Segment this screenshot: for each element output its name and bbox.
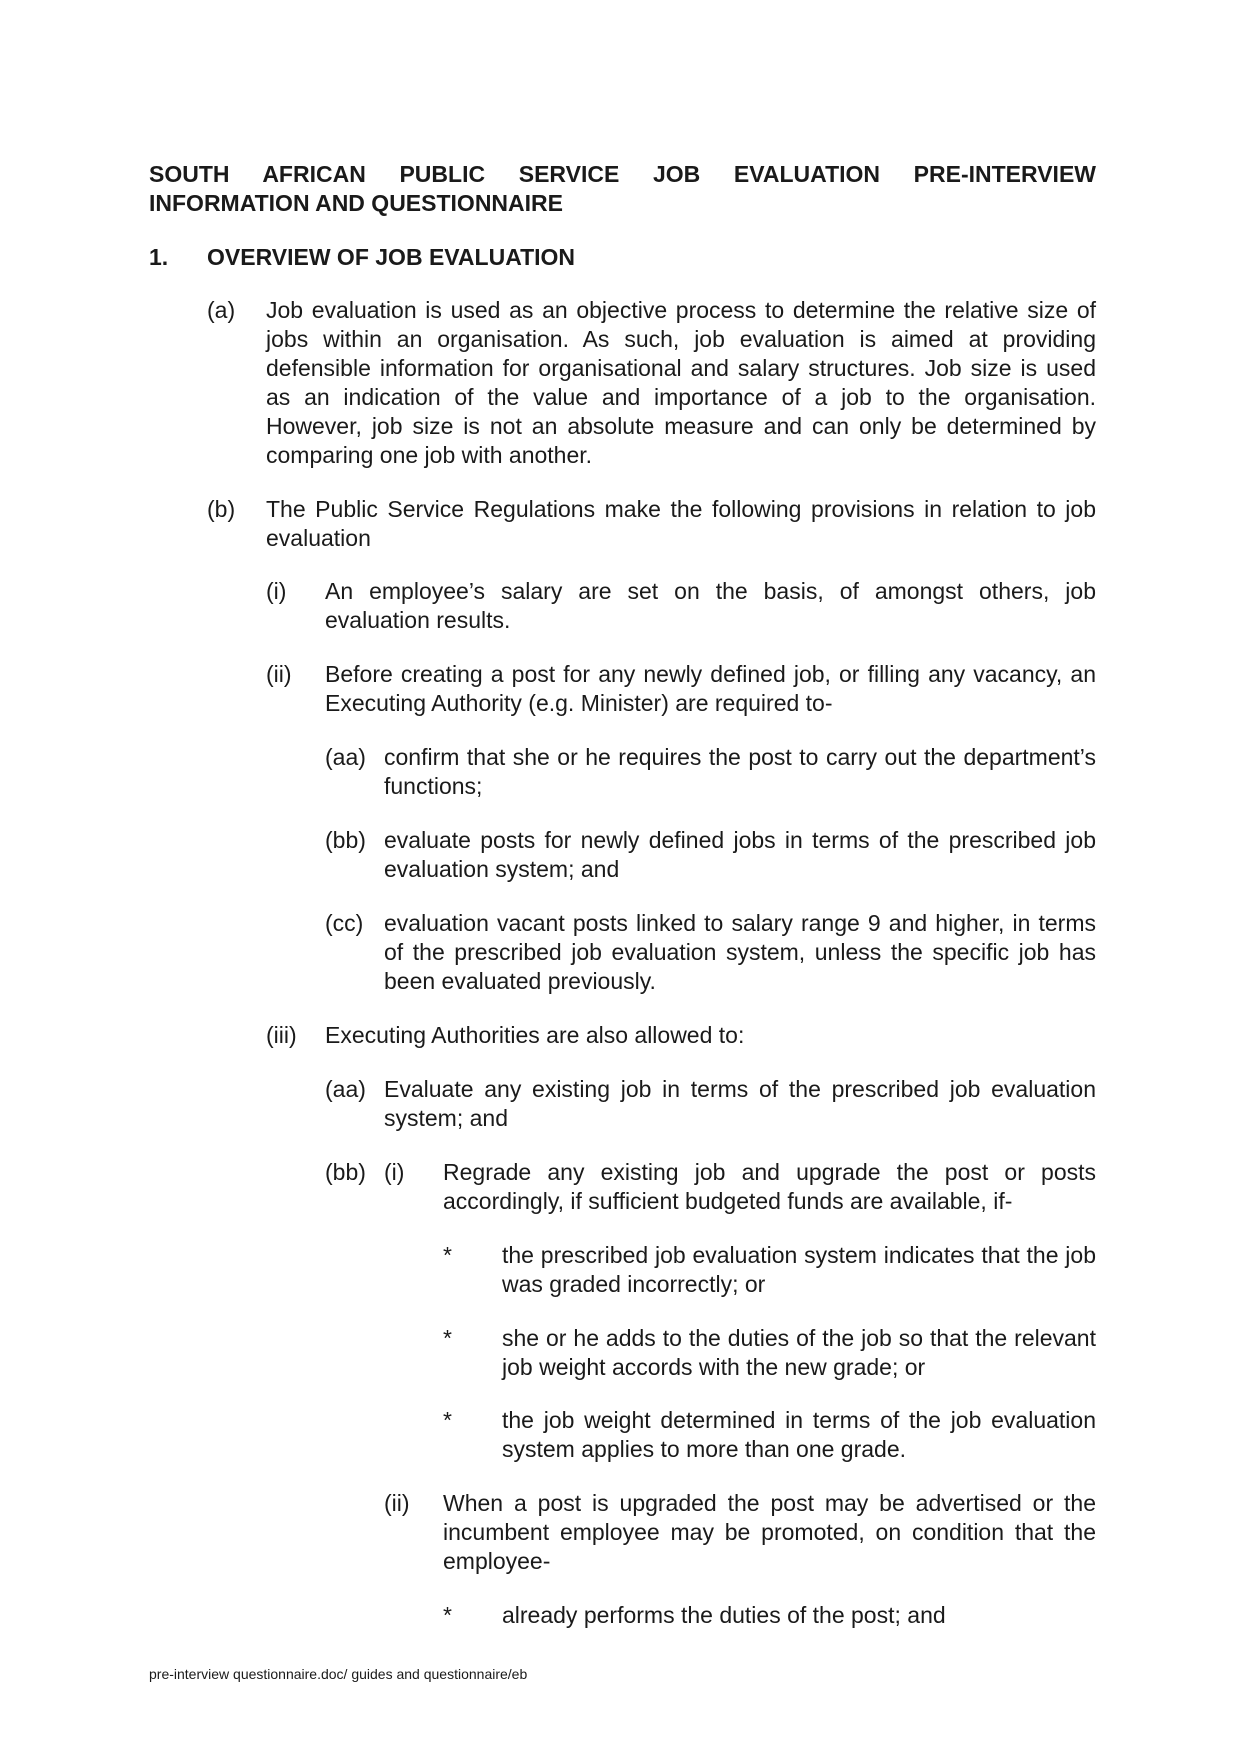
item-b-iii-bb-i-label: (i) (384, 1159, 405, 1185)
item-b-text: The Public Service Regulations make the following provisions in relation to job evaluation (266, 496, 1096, 551)
item-a-text: Job evaluation is used as an objective process to determine the relative size of jobs within an organisation. As such, job evaluation is aimed at providing defensible information for organisational and salary structures. Job size is used as an indication of the value and importance of a job to the organisation. However, job size is not an absolute measure and can only be determined by comparing one job with another. (266, 297, 1096, 468)
item-b-ii-bb-text: evaluate posts for newly defined jobs in terms of the prescribed job evaluation system; and (384, 827, 1096, 882)
item-b-i-label: (i) (266, 578, 287, 604)
bullet-text: the job weight determined in terms of the job evaluation system applies to more than one grade. (502, 1407, 1096, 1462)
title-line-1: SOUTH AFRICAN PUBLIC SERVICE JOB EVALUATION PRE-INTERVIEW (149, 161, 1096, 187)
item-b-iii-bb-label: (bb) (325, 1159, 366, 1185)
item-b-iii-aa-text: Evaluate any existing job in terms of the prescribed job evaluation system; and (384, 1076, 1096, 1131)
item-b-ii-text: Before creating a post for any newly defined job, or filling any vacancy, an Executing Authority (e.g. Minister) are required to- (325, 661, 1096, 716)
item-b-ii-label: (ii) (266, 661, 292, 687)
bullet-mark: * (443, 1242, 452, 1268)
section-1-heading: OVERVIEW OF JOB EVALUATION (207, 244, 576, 270)
item-b-iii-label: (iii) (266, 1022, 297, 1048)
item-b-i-text: An employee’s salary are set on the basis, of amongst others, job evaluation results. (325, 578, 1096, 633)
item-b-iii-bb-ii-label: (ii) (384, 1490, 410, 1516)
item-b-label: (b) (207, 496, 236, 522)
document-title (149, 160, 1096, 218)
bullet-mark: * (443, 1602, 452, 1628)
page-footer: pre-interview questionnaire.doc/ guides and questionnaire/eb (149, 1666, 528, 1682)
bullet-mark: * (443, 1407, 452, 1433)
bullet-text: she or he adds to the duties of the job so that the relevant job weight accords with the new grade; or (502, 1325, 1096, 1380)
item-b-iii-aa-label: (aa) (325, 1076, 366, 1102)
item-b-ii-cc-label: (cc) (325, 910, 364, 936)
bullet-text: the prescribed job evaluation system indicates that the job was graded incorrectly; or (502, 1242, 1096, 1297)
item-b-iii-bb-ii-text: When a post is upgraded the post may be advertised or the incumbent employee may be promoted, on condition that the employee- (443, 1490, 1096, 1574)
item-b-ii-cc-text: evaluation vacant posts linked to salary range 9 and higher, in terms of the prescribed job evaluation system, unless the specific job has been evaluated previously. (384, 910, 1096, 994)
bullet-text: already performs the duties of the post; and (502, 1602, 946, 1628)
bullet-mark: * (443, 1325, 452, 1351)
title-line-2: INFORMATION AND QUESTIONNAIRE (149, 190, 563, 216)
item-b-ii-aa-text: confirm that she or he requires the post to carry out the department’s functions; (384, 744, 1096, 799)
item-b-ii-bb-label: (bb) (325, 827, 366, 853)
item-b-ii-aa-label: (aa) (325, 744, 366, 770)
item-a-label: (a) (207, 297, 236, 323)
item-b-iii-bb-i-text: Regrade any existing job and upgrade the post or posts accordingly, if sufficient budgeted funds are available, if- (443, 1159, 1096, 1214)
item-b-iii-text: Executing Authorities are also allowed to: (325, 1022, 745, 1048)
section-1-number: 1. (149, 244, 169, 270)
